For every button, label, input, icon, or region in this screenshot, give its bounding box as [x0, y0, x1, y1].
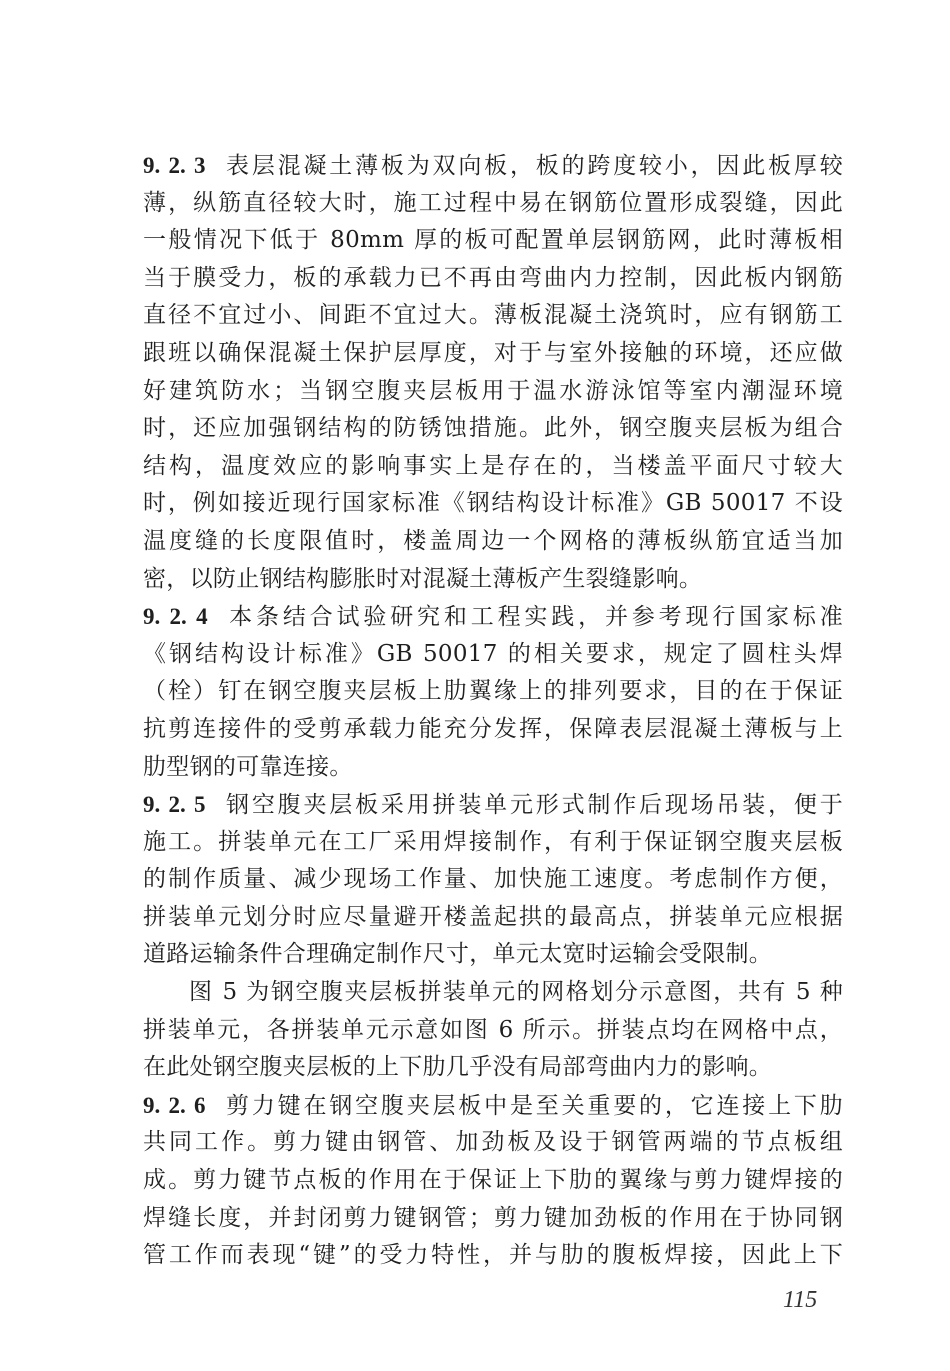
section-number: 9. 2. 3 — [143, 153, 206, 178]
paragraph-line: 拼装单元，各拼装单元示意如图 6 所示。拼装点均在网格中点， — [143, 1016, 843, 1043]
paragraph-line: 一般情况下低于 80mm 厚的板可配置单层钢筋网，此时薄板相 — [143, 227, 843, 254]
paragraph-line: 时，还应加强钢结构的防锈蚀措施。此外，钢空腹夹层板为组合 — [143, 415, 843, 442]
document-body — [143, 147, 843, 1275]
paragraph-figure-description — [143, 974, 843, 1087]
paragraph-line: 抗剪连接件的受剪承载力能充分发挥，保障表层混凝土薄板与上 — [143, 715, 843, 742]
paragraph-line: 9. 2. 3 表层混凝土薄板为双向板，板的跨度较小，因此板厚较 — [143, 153, 844, 179]
section-number: 9. 2. 5 — [143, 792, 206, 818]
paragraph-line: 肋型钢的可靠连接。 — [143, 753, 353, 780]
paragraph-line: 施工。拼装单元在工厂采用焊接制作，有利于保证钢空腹夹层板 — [143, 828, 843, 855]
paragraph-line: 的制作质量、减少现场工作量、加快施工速度。考虑制作方便， — [143, 866, 843, 893]
paragraph-line: 道路运输条件合理确定制作尺寸，单元太宽时运输会受限制。 — [143, 941, 773, 968]
paragraph-line: 9. 2. 6 剪力键在钢空腹夹层板中是至关重要的，它连接上下肋 — [143, 1092, 844, 1119]
paragraph-line: 焊缝长度，并封闭剪力键钢管；剪力键加劲板的作用在于协同钢 — [143, 1204, 843, 1231]
paragraph-line: 时，例如接近现行国家标准《钢结构设计标准》GB 50017 不设 — [143, 490, 843, 517]
section-9-2-4 — [143, 598, 843, 786]
section-9-2-5 — [143, 786, 843, 974]
page-number: 115 — [783, 1287, 818, 1313]
paragraph-line: 在此处钢空腹夹层板的上下肋几乎没有局部弯曲内力的影响。 — [143, 1054, 773, 1081]
paragraph-line: （栓）钉在钢空腹夹层板上肋翼缘上的排列要求，目的在于保证 — [143, 678, 843, 705]
section-9-2-3 — [143, 147, 843, 598]
paragraph-line: 9. 2. 5 钢空腹夹层板采用拼装单元形式制作后现场吊装，便于 — [143, 792, 844, 819]
paragraph-line: 《钢结构设计标准》GB 50017 的相关要求，规定了圆柱头焊 — [143, 640, 843, 667]
section-number: 9. 2. 4 — [143, 604, 208, 630]
paragraph-line: 温度缝的长度限值时，楼盖周边一个网格的薄板纵筋宜适当加 — [143, 527, 843, 554]
paragraph-line: 跟班以确保混凝土保护层厚度，对于与室外接触的环境，还应做 — [143, 339, 843, 366]
paragraph-line: 好建筑防水；当钢空腹夹层板用于温水游泳馆等室内潮湿环境 — [143, 377, 843, 404]
section-9-2-6 — [143, 1087, 843, 1275]
paragraph-line: 薄，纵筋直径较大时，施工过程中易在钢筋位置形成裂缝，因此 — [143, 189, 843, 216]
paragraph-line: 结构，温度效应的影响事实上是存在的，当楼盖平面尺寸较大 — [143, 452, 843, 479]
section-number: 9. 2. 6 — [143, 1092, 206, 1118]
paragraph-line: 9. 2. 4 本条结合试验研究和工程实践，并参考现行国家标准 — [143, 604, 843, 631]
paragraph-line: 共同工作。剪力键由钢管、加劲板及设于钢管两端的节点板组 — [143, 1129, 843, 1156]
paragraph-line: 图 5 为钢空腹夹层板拼装单元的网格划分示意图，共有 5 种 — [189, 979, 843, 1006]
paragraph-line: 成。剪力键节点板的作用在于保证上下肋的翼缘与剪力键焊接的 — [143, 1167, 843, 1194]
paragraph-line: 当于膜受力，板的承载力已不再由弯曲内力控制，因此板内钢筋 — [143, 264, 843, 291]
paragraph-line: 管工作而表现“键”的受力特性，并与肋的腹板焊接，因此上下 — [143, 1242, 843, 1269]
paragraph-line: 拼装单元划分时应尽量避开楼盖起拱的最高点，拼装单元应根据 — [143, 903, 843, 930]
paragraph-line: 密，以防止钢结构膨胀时对混凝土薄板产生裂缝影响。 — [143, 565, 703, 592]
paragraph-line: 直径不宜过小、间距不宜过大。薄板混凝土浇筑时，应有钢筋工 — [143, 302, 843, 329]
